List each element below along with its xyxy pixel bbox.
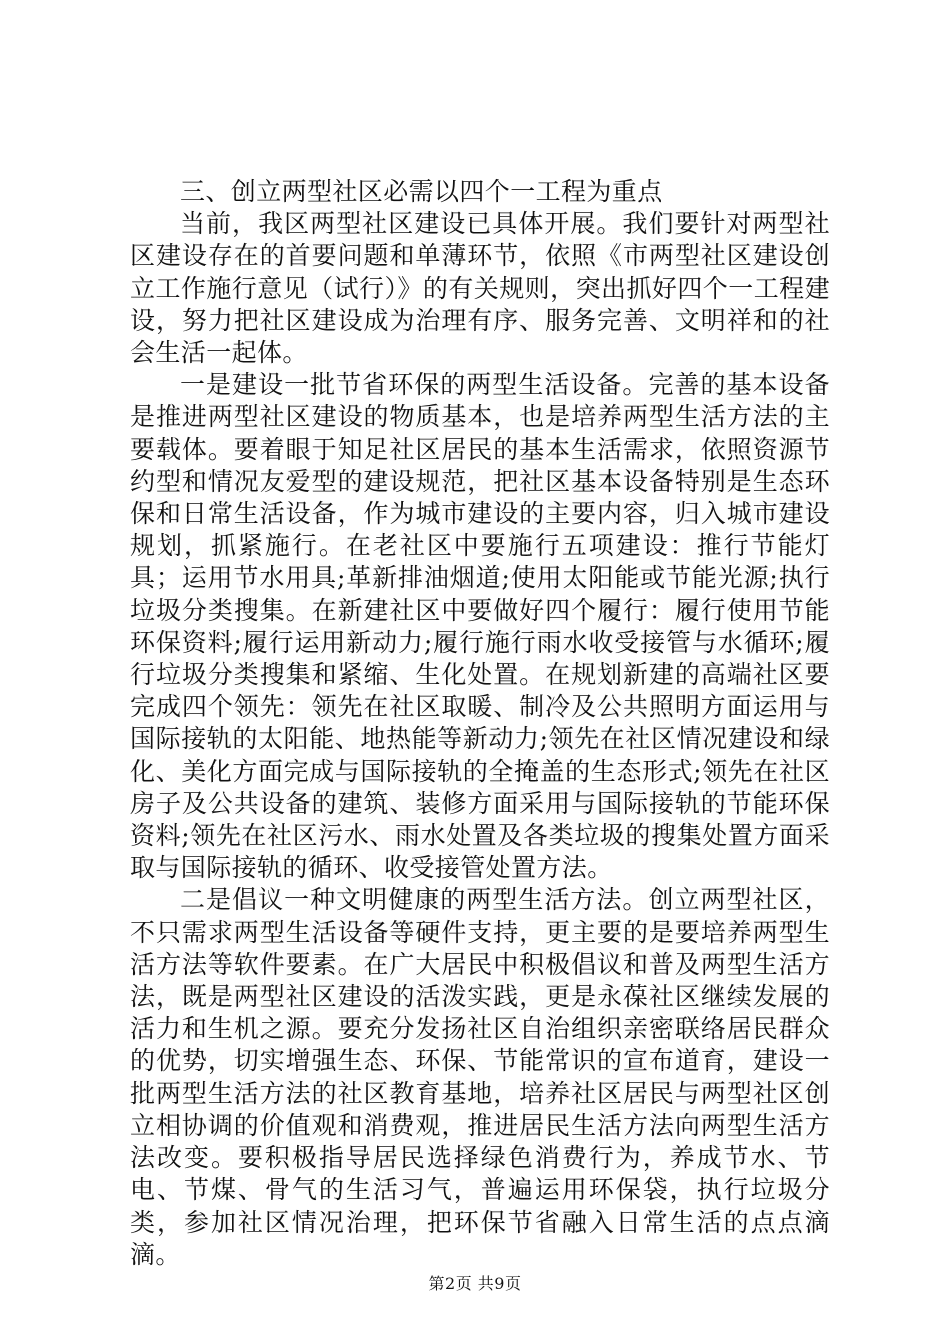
paragraph-intro: 当前，我区两型社区建设已具体开展。我们要针对两型社区建设存在的首要问题和单薄环节，依照《市两型社区建设创立工作施行意见（试行）》的有关规则，突出抓好四个一工程建设，努力把社区建设成为治理有序、服务完善、文明祥和的社会生活一起体。 (130, 209, 830, 368)
page-number: 第2页 共9页 (428, 1274, 522, 1293)
document-body (130, 176, 830, 1271)
paragraph-lifestyle: 二是倡议一种文明健康的两型生活方法。创立两型社区，不只需求两型生活设备等硬件支持，更主要的是要培养两型生活方法等软件要素。在广大居民中积极倡议和普及两型生活方法，既是两型社区建设的活泼实践，更是永葆社区继续发展的活力和生机之源。要充分发扬社区自治组织亲密联络居民群众的优势，切实增强生态、环保、节能常识的宣布道育，建设一批两型生活方法的社区教育基地，培养社区居民与两型社区创立相协调的价值观和消费观，推进居民生活方法向两型生活方法改变。要积极指导居民选择绿色消费行为，养成节水、节电、节煤、骨气的生活习气，普遍运用环保袋，执行垃圾分类，参加社区情况治理，把环保节省融入日常生活的点点滴滴。 (130, 885, 830, 1269)
paragraph-facilities: 一是建设一批节省环保的两型生活设备。完善的基本设备是推进两型社区建设的物质基本，也是培养两型生活方法的主要载体。要着眼于知足社区居民的基本生活需求，依照资源节约型和情况友爱型的建设规范，把社区基本设备特别是生态环保和日常生活设备，作为城市建设的主要内容，归入城市建设规划，抓紧施行。在老社区中要施行五项建设：推行节能灯具；运用节水用具;革新排油烟道;使用太阳能或节能光源;执行垃圾分类搜集。在新建社区中要做好四个履行：履行使用节能环保资料;履行运用新动力;履行施行雨水收受接管与水循环;履行垃圾分类搜集和紧缩、生化处置。在规划新建的高端社区要完成四个领先：领先在社区取暖、制冷及公共照明方面运用与国际接轨的太阳能、地热能等新动力;领先在社区情况建设和绿化、美化方面完成与国际接轨的全掩盖的生态形式;领先在社区房子及公共设备的建筑、装修方面采用与国际接轨的节能环保资料;领先在社区污水、雨水处置及各类垃圾的搜集处置方面采取与国际接轨的循环、收受接管处置方法。 (130, 370, 830, 883)
section-heading: 三、创立两型社区必需以四个一工程为重点 (180, 177, 663, 206)
page-footer (0, 1271, 950, 1294)
